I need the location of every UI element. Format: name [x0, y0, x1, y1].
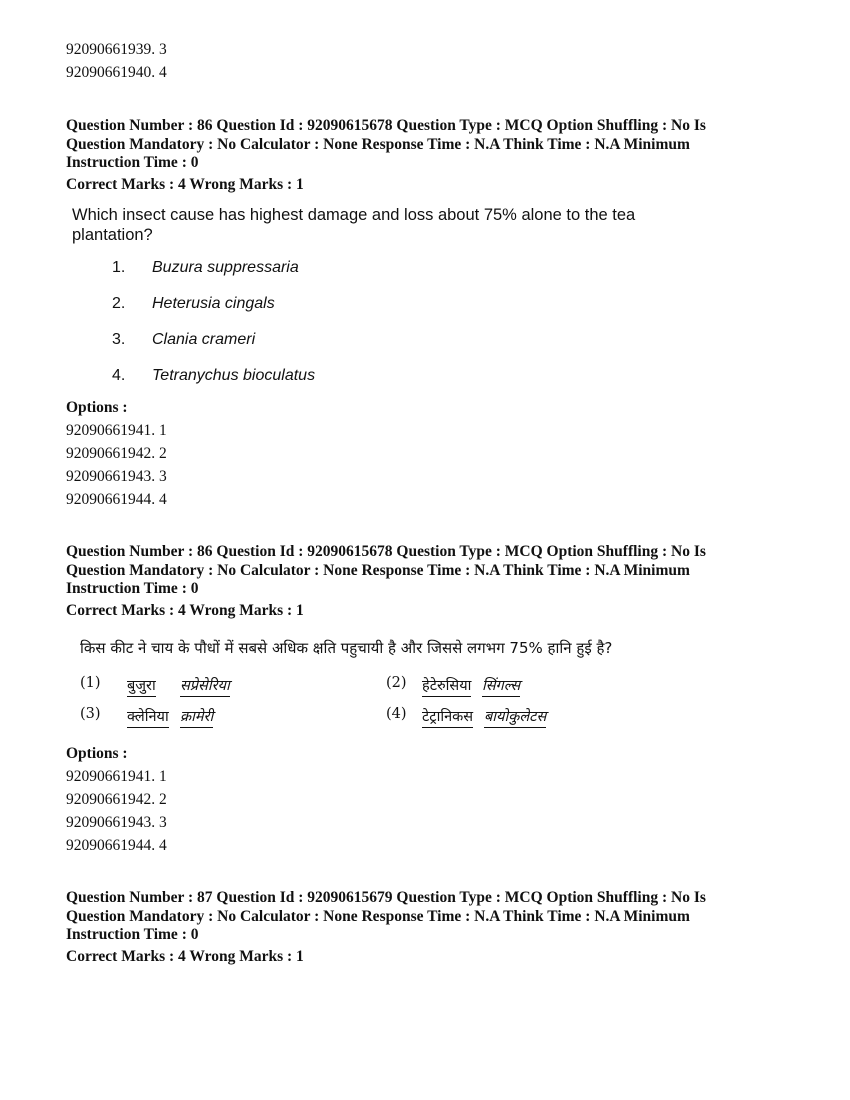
option-id-line: 92090661943. 3 [66, 468, 167, 485]
choice-number: 1. [112, 259, 126, 276]
question-header-line: Instruction Time : 0 [66, 580, 199, 597]
choice-word: बुजुरा [127, 675, 156, 697]
question-header [66, 889, 766, 945]
choice-word: सिंगल्स [482, 675, 520, 697]
options-label: Options : [66, 745, 128, 762]
choice-number: (2) [386, 675, 407, 691]
choice-number: 3. [112, 331, 126, 348]
marks-line: Correct Marks : 4 Wrong Marks : 1 [66, 176, 304, 193]
question-header-line: Question Mandatory : No Calculator : None Response Time : N.A Think Time : N.A Minimum [66, 561, 690, 579]
choice-text: Tetranychus bioculatus [152, 367, 316, 384]
question-text-hindi: किस कीट ने चाय के पौधों में सबसे अधिक क्षति पहुचायी है और जिससे लगभग 75% हानि हुई है? [80, 639, 613, 657]
choice-text: Buzura suppressaria [152, 259, 299, 276]
choice-number: (4) [386, 706, 407, 722]
question-header [66, 117, 766, 173]
question-header-line: Question Number : 86 Question Id : 92090615678 Question Type : MCQ Option Shuffling : No Is [66, 543, 706, 560]
question-header [66, 543, 766, 599]
marks-line: Correct Marks : 4 Wrong Marks : 1 [66, 602, 304, 619]
option-id-line: 92090661944. 4 [66, 837, 167, 854]
question-header-line: Instruction Time : 0 [66, 926, 199, 943]
question-text [72, 205, 635, 245]
option-id-line: 92090661941. 1 [66, 768, 167, 785]
choice-word: क्लेनिया [127, 706, 169, 728]
choice-word: बायोकुलेटस [484, 706, 546, 728]
option-id-line: 92090661942. 2 [66, 791, 167, 808]
choice-number: (1) [80, 675, 101, 691]
question-header-line: Question Mandatory : No Calculator : None Response Time : N.A Think Time : N.A Minimum [66, 135, 690, 153]
options-label: Options : [66, 399, 128, 416]
question-header-line: Question Number : 86 Question Id : 92090615678 Question Type : MCQ Option Shuffling : No Is [66, 117, 706, 134]
option-id-line: 92090661939. 3 [66, 41, 167, 58]
question-header-line: Question Number : 87 Question Id : 92090615679 Question Type : MCQ Option Shuffling : No Is [66, 889, 706, 906]
choice-word: हेटेरुसिया [422, 675, 471, 697]
option-id-line: 92090661942. 2 [66, 445, 167, 462]
option-id-line: 92090661940. 4 [66, 64, 167, 81]
option-id-line: 92090661944. 4 [66, 491, 167, 508]
question-header-line: Instruction Time : 0 [66, 154, 199, 171]
question-header-line: Question Mandatory : No Calculator : None Response Time : N.A Think Time : N.A Minimum [66, 907, 690, 925]
question-text-line: plantation? [72, 226, 153, 244]
option-id-line: 92090661941. 1 [66, 422, 167, 439]
choice-number: 2. [112, 295, 126, 312]
choice-word: सप्रेसेरिया [180, 675, 230, 697]
choice-text: Heterusia cingals [152, 295, 275, 312]
option-id-line: 92090661943. 3 [66, 814, 167, 831]
choice-text: Clania crameri [152, 331, 256, 348]
choice-number: 4. [112, 367, 126, 384]
choice-word: क्रामेरी [180, 706, 213, 728]
choice-word: टेट्रानिकस [422, 706, 473, 728]
marks-line: Correct Marks : 4 Wrong Marks : 1 [66, 948, 304, 965]
question-text-line: Which insect cause has highest damage and loss about 75% alone to the tea [72, 206, 636, 224]
choice-number: (3) [80, 706, 101, 722]
